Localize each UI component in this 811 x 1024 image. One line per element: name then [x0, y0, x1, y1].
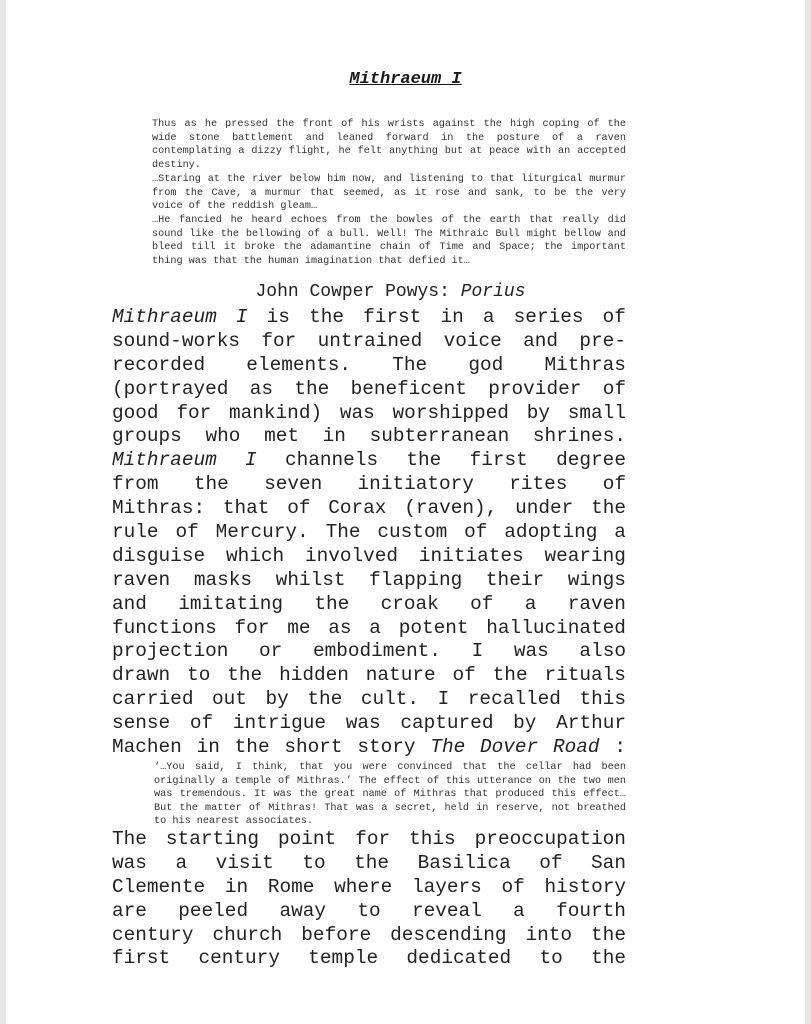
body1-line: Mithras: that of Corax (raven), under the [112, 497, 626, 520]
body1-line: (portrayed as the beneficent provider of [112, 377, 626, 400]
epigraph-paragraph-3: …He fancied he heard echoes from the bowles of the earth that really did sound like the bellowing of a bull. Well! The Mithraic Bull might bellow and bleed till it broke the adamantine chain of Time and Space; the important thing was that the human imagination that defied it… [152, 214, 626, 268]
body2-line: century church before descending into the [112, 923, 626, 946]
page-edge-right [805, 0, 811, 1024]
body1-line: Mithraeum I channels the first degree [112, 449, 626, 472]
body1-line: functions for me as a potent hallucinated [112, 616, 626, 639]
quote-text: ‘…You said, I think, that you were convinced that the cellar had been originally a temple of Mithras.’ The effect of this utterance on the two men was tremendous. It was the great name of Mithras that produced this effect…But the matter of Mithras! That was a secret, held in reserve, not breathed to his nearest associates. [154, 762, 626, 828]
body1-line: from the seven initiatory rites of [112, 473, 626, 496]
body1-line: Mithraeum I is the first in a series of [112, 306, 626, 328]
body1-line: drawn to the hidden nature of the rituals [112, 664, 626, 687]
epigraph-paragraph-1: Thus as he pressed the front of his wrists against the high coping of the wide stone battlement and leaned forward in the posture of a raven contemplating a dizzy flight, he felt anything but at peace with an accepted destiny. [152, 119, 626, 172]
epigraph-attribution [0, 282, 781, 302]
document-title: Mithraeum I [349, 70, 462, 89]
body1-line: raven masks whilst flapping their wings [112, 568, 626, 591]
body1-line: recorded elements. The god Mithras [112, 353, 626, 376]
body1-line: sound-works for untrained voice and pre- [112, 329, 626, 352]
epigraph-paragraph-2: …Staring at the river below him now, and listening to that liturgical murmur from the Cave, a murmur that seemed, as it rose and sank, to be the very voice of the reddish gleam… [152, 173, 626, 213]
body2-line: The starting point for this preoccupation [112, 828, 626, 850]
attribution-work: Porius [460, 282, 526, 302]
body2-line: Clemente in Rome where layers of history [112, 875, 626, 898]
body1-line: rule of Mercury. The custom of adopting a [112, 521, 626, 544]
body-paragraph-2 [112, 828, 626, 971]
epigraph [152, 118, 626, 269]
body1-line: good for mankind) was worshipped by small [112, 401, 626, 424]
machen-quote [154, 761, 626, 829]
body-paragraph-1 [112, 306, 626, 760]
body1-line: Machen in the short story The Dover Road : [112, 736, 626, 759]
body1-line: carried out by the cult. I recalled this [112, 688, 626, 711]
body2-line: are peeled away to reveal a fourth [112, 899, 626, 922]
body1-line: groups who met in subterranean shrines. [112, 425, 626, 448]
body1-line: and imitating the croak of a raven [112, 592, 626, 615]
body1-line: disguise which involved initiates wearing [112, 544, 626, 567]
body2-line: was a visit to the Basilica of San [112, 851, 626, 874]
body1-line: sense of intrigue was captured by Arthur [112, 712, 626, 735]
body1-line: projection or embodiment. I was also [112, 640, 626, 663]
body2-line: first century temple dedicated to the [112, 947, 626, 970]
attribution-author: John Cowper Powys: [255, 282, 461, 302]
